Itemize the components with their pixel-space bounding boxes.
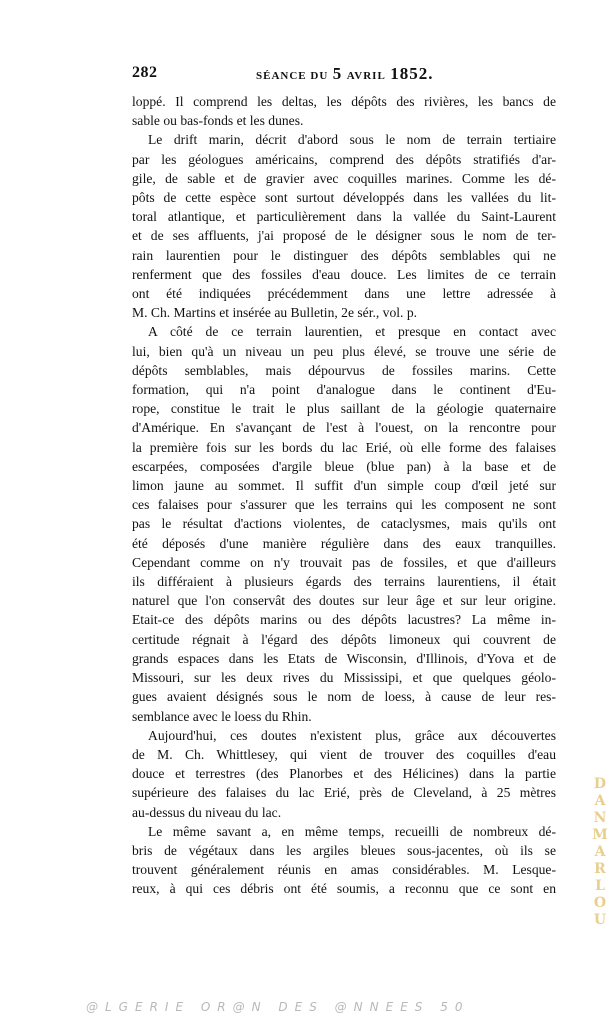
text-line: Le drift marin, décrit d'abord sous le nom de terrain tertiaire bbox=[148, 132, 556, 148]
text-line: Aujourd'hui, ces doutes n'existent plus, grâce aux découvertes bbox=[148, 727, 556, 743]
text-line: douce et terrestres (des Planorbes et des Hélicines) dans la partie bbox=[132, 766, 556, 782]
page-number: 282 bbox=[132, 64, 158, 81]
text-line: pas le résultat d'actions violentes, de cataclysmes, mais qu'ils ont bbox=[132, 516, 556, 532]
running-head-year: 1852. bbox=[390, 64, 434, 83]
text-line: naturel que l'on conservât des doutes sur leur âge et sur leur origine. bbox=[132, 593, 556, 609]
text-line: sable ou bas-fonds et les dunes. bbox=[132, 113, 304, 129]
text-line: escarpées, composées d'argile bleue (blue pan) à la base et de bbox=[132, 458, 556, 474]
running-head-seance: SÉANCE DU bbox=[256, 70, 329, 82]
text-line: gile, de sable et de gravier avec coquilles marines. Comme les dé- bbox=[132, 170, 556, 186]
text-line: ont été indiquées précédemment dans une lettre adressée à bbox=[132, 286, 556, 302]
watermark-footer: @LGERIE OR@N DES @NNEES 50 bbox=[86, 1000, 470, 1014]
text-line: reux, à qui ces débris ont été soumis, a reconnu que ce sont en bbox=[132, 881, 556, 897]
text-line: dépôts semblables, mais dépourvus de fossiles marins. Cette bbox=[132, 362, 556, 378]
text-line: grands espaces dans les Etats de Wisconsin, d'Illinois, d'Yova et de bbox=[132, 650, 556, 666]
text-line: pôts de cette espèce sont surtout développés dans les vallées du lit- bbox=[132, 190, 556, 206]
text-line: d'Amérique. En s'avançant de l'est à l'ouest, on la rencontre pour bbox=[132, 420, 556, 436]
text-line: rope, constitue le trait le plus saillant de la géologie quaternaire bbox=[132, 401, 556, 417]
text-line: lui, bien qu'à un niveau un peu plus élevé, se trouve une série de bbox=[132, 343, 556, 359]
text-line: Le même savant a, en même temps, recueilli de nombreux dé- bbox=[148, 823, 556, 839]
text-line: M. Ch. Martins et insérée au Bulletin, 2e sér., vol. p. bbox=[132, 305, 418, 321]
text-line: Missouri, sur les deux rives du Mississipi, et que quelques géolo- bbox=[132, 670, 556, 686]
text-line: rain laurentien pour le distinguer des dépôts semblables qui ne bbox=[132, 247, 556, 263]
text-line: toral atlantique, et particulièrement dans la vallée du Saint-Laurent bbox=[132, 209, 556, 225]
text-line: Etait-ce des dépôts marins ou des dépôts lacustres? La même in- bbox=[132, 612, 556, 628]
text-line: la première fois sur les bords du lac Erié, où elle forme des falaises bbox=[132, 439, 556, 455]
text-line: au-dessus du niveau du lac. bbox=[132, 804, 282, 820]
text-line: renferment que des fossiles d'eau douce. Les limites de ce terrain bbox=[132, 266, 556, 282]
text-line: Cependant comme on n'y trouvait pas de fossiles, et que d'ailleurs bbox=[132, 554, 556, 570]
text-line: bris de végétaux dans les argiles bleues sous-jacentes, où ils se bbox=[132, 842, 556, 858]
text-line: loppé. Il comprend les deltas, les dépôts des rivières, les bancs de bbox=[132, 94, 556, 109]
text-line: formation, qui n'a point d'analogue dans le continent d'Eu- bbox=[132, 382, 556, 398]
page-header bbox=[132, 64, 556, 88]
text-line: été déposés d'une manière régulière dans des eaux tranquilles. bbox=[132, 535, 556, 551]
running-head bbox=[256, 64, 434, 84]
running-head-day: 5 bbox=[332, 64, 343, 83]
text-line: de M. Ch. Whittlesey, qui vient de trouver des coquilles d'eau bbox=[132, 746, 556, 762]
body-text bbox=[132, 92, 556, 899]
text-line: supérieure des falaises du lac Erié, près de Cleveland, à 25 mètres bbox=[132, 785, 556, 801]
running-head-month: AVRIL bbox=[346, 70, 386, 82]
text-line: limon jaune au sommet. Il suffit d'un simple coup d'œil jeté sur bbox=[132, 478, 556, 494]
text-line: gues avaient désignés sous le nom de loess, à cause de leur res- bbox=[132, 689, 556, 705]
text-line: ces falaises pour s'assurer que les terrains qui les composent ne sont bbox=[132, 497, 556, 513]
text-line: certitude régnait à l'égard des dépôts limoneux qui couvrent de bbox=[132, 631, 556, 647]
text-line: par les géologues américains, comprend des dépôts stratifiés d'ar- bbox=[132, 151, 556, 167]
text-line: trouvent généralement réunis en amas considérables. M. Lesque- bbox=[132, 862, 556, 878]
text-line: A côté de ce terrain laurentien, et presque en contact avec bbox=[148, 324, 556, 340]
watermark-vertical: DANMARLOU bbox=[592, 776, 608, 929]
text-line: semblance avec le loess du Rhin. bbox=[132, 708, 312, 724]
text-line: et de ses affluents, j'ai proposé de le désigner sous le nom de ter- bbox=[132, 228, 556, 244]
text-line: ils différaient à plusieurs égards des terrains laurentiens, il était bbox=[132, 574, 556, 590]
